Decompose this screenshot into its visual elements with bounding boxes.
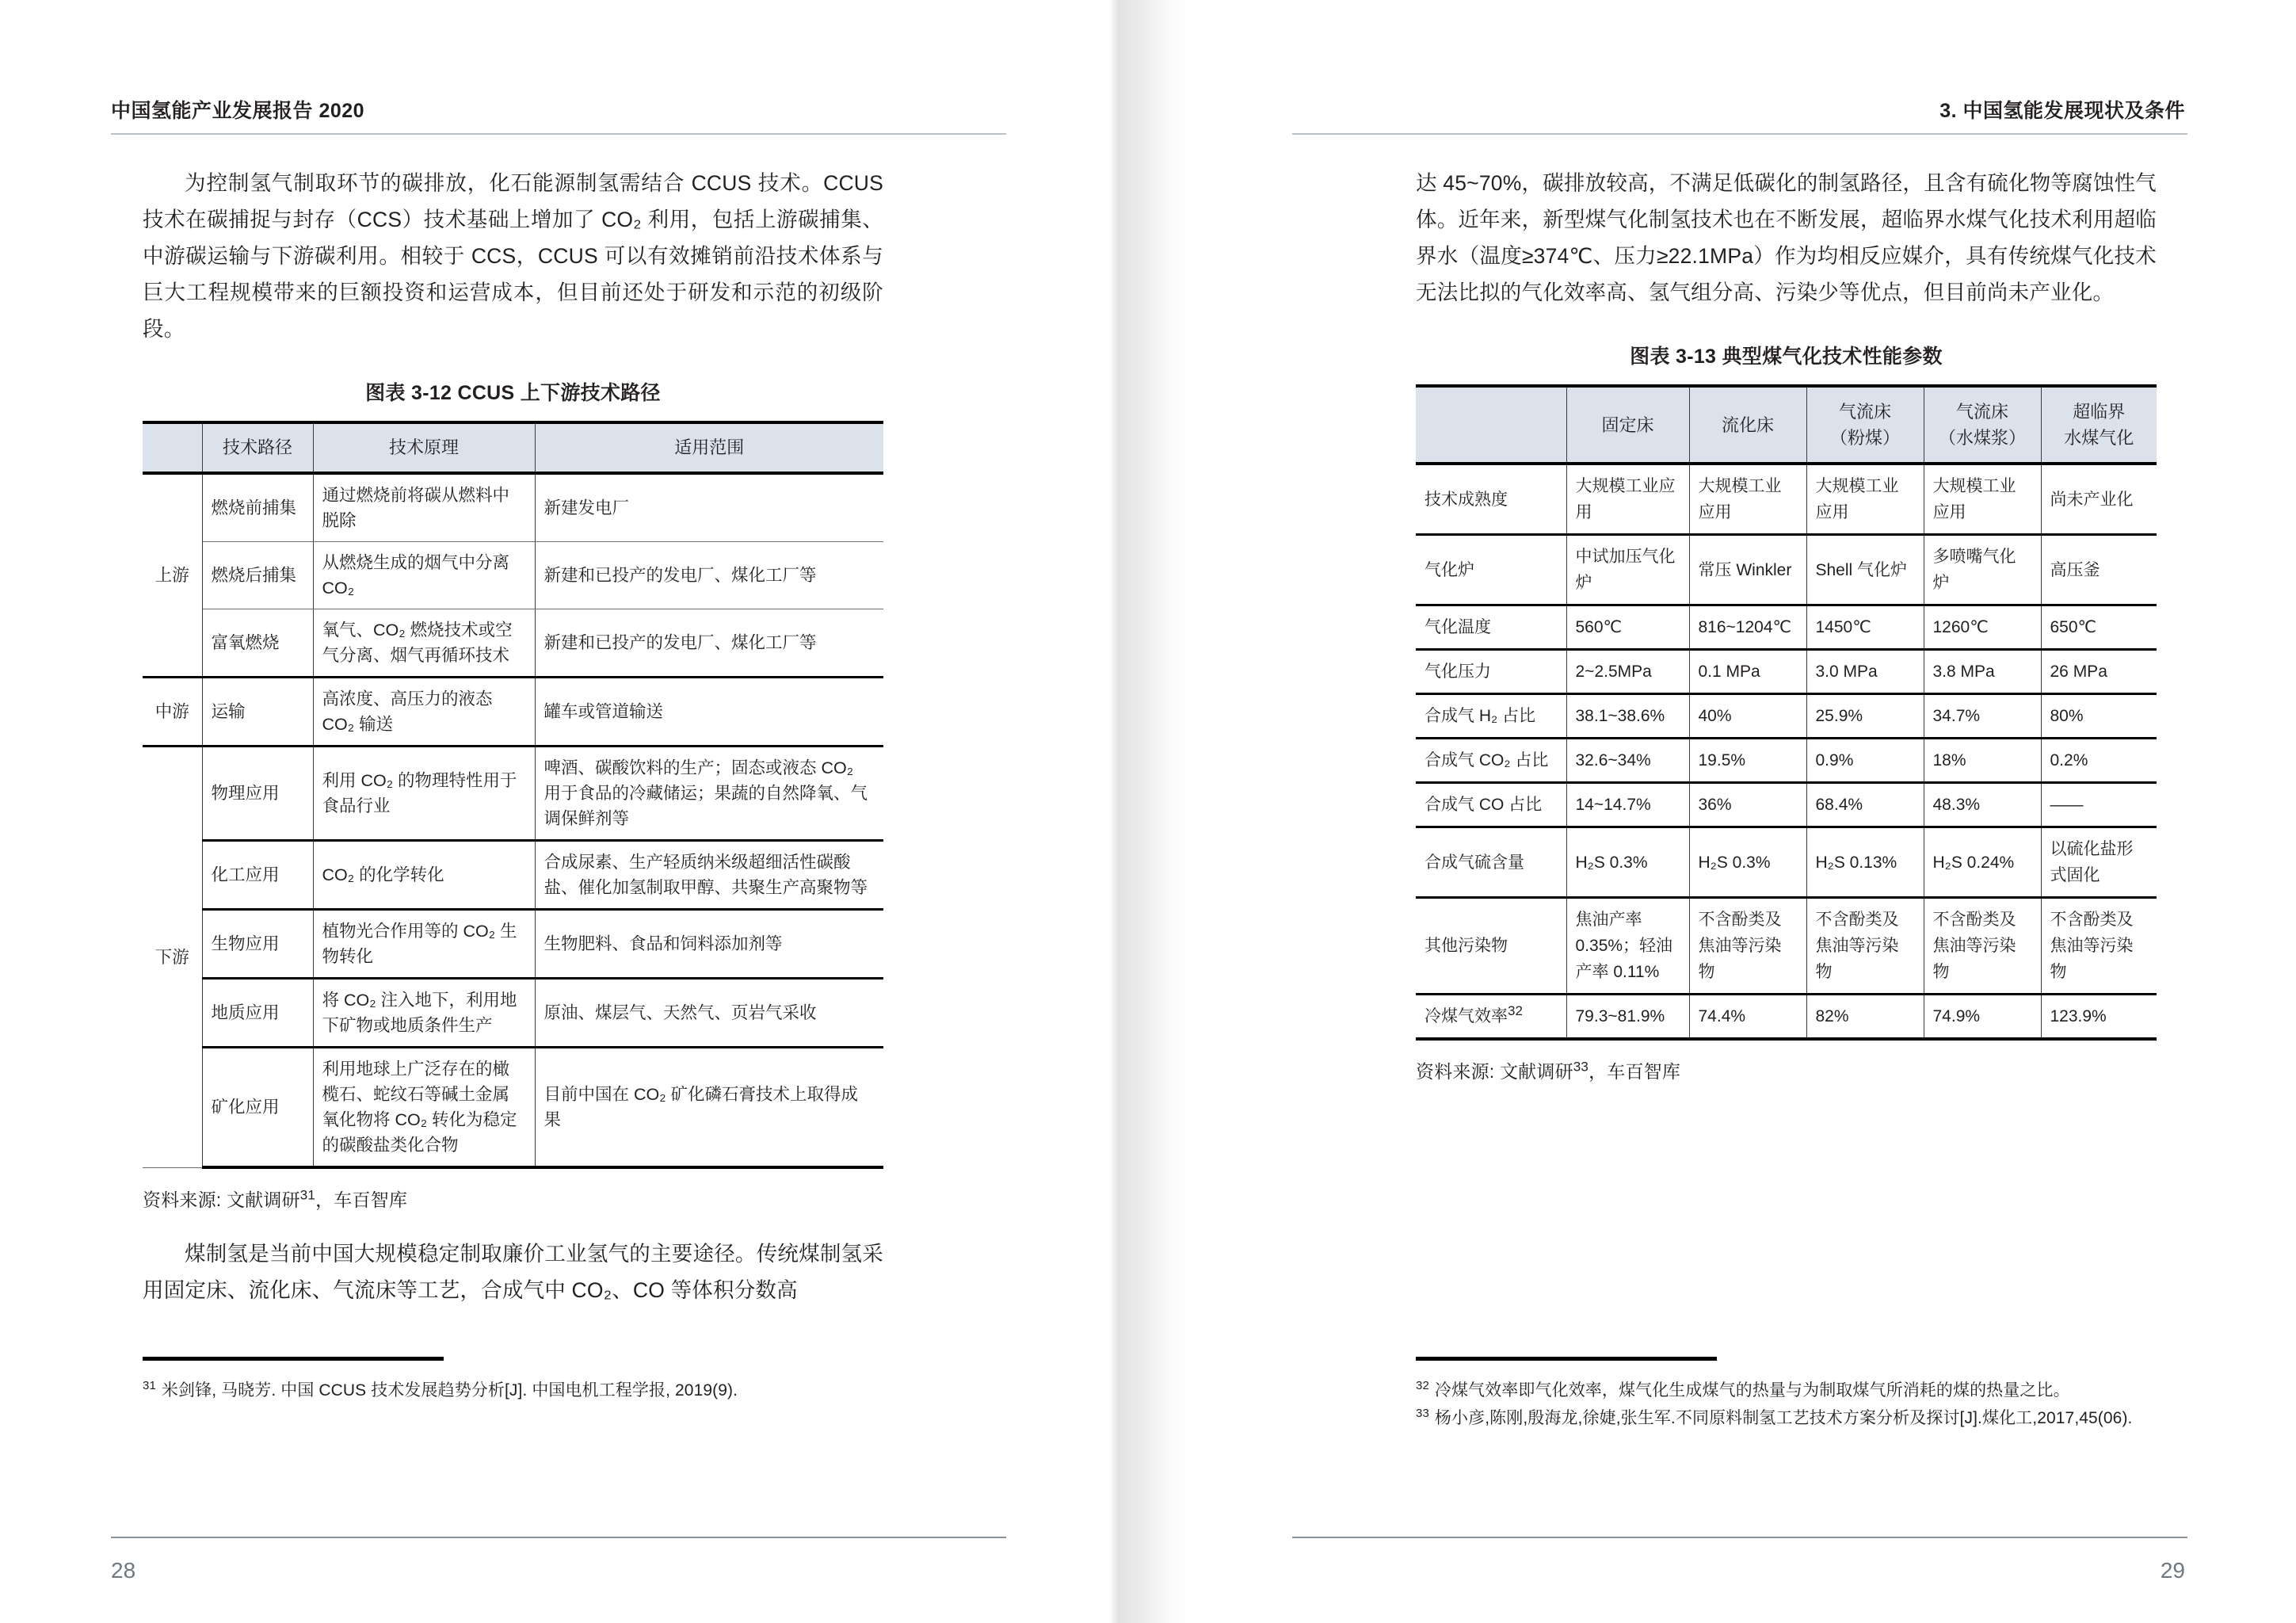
- header-rule-left: [111, 133, 1006, 135]
- footnote-block-right: [1416, 1357, 2157, 1432]
- cell-value: 32.6~34%: [1566, 739, 1689, 783]
- cell-value: 18%: [1924, 739, 2041, 783]
- row-label: 合成气 H₂ 占比: [1416, 694, 1566, 739]
- cell-value: 大规模工业应用: [1924, 464, 2041, 535]
- cell-value: 以硫化盐形式固化: [2041, 827, 2157, 898]
- source-prefix: 资料来源: 文献调研: [1416, 1061, 1573, 1082]
- table-body: [1416, 464, 2157, 1039]
- cell-value: 650℃: [2041, 605, 2157, 650]
- th-line1: 流化床: [1721, 414, 1774, 435]
- cell-value: 26 MPa: [2041, 650, 2157, 694]
- cell-path: 富氧燃烧: [202, 609, 313, 678]
- cell-principle: 利用 CO₂ 的物理特性用于食品行业: [313, 747, 535, 841]
- cell-value: 大规模工业应用: [1566, 464, 1689, 535]
- table-row: [1416, 535, 2157, 605]
- cell-value: 38.1~38.6%: [1566, 694, 1689, 739]
- th-entrained-flow-pulverized: [1806, 386, 1924, 464]
- cell-value: H₂S 0.13%: [1806, 827, 1924, 898]
- cell-value: 40%: [1689, 694, 1806, 739]
- cell-value: 大规模工业应用: [1689, 464, 1806, 535]
- page-number-left: 28: [111, 1558, 136, 1583]
- source-footnote-ref: 33: [1573, 1059, 1589, 1075]
- footnote-number: 33: [1416, 1407, 1429, 1420]
- row-label: 合成气 CO 占比: [1416, 783, 1566, 827]
- th-line2: （水煤浆）: [1938, 428, 2026, 448]
- cell-value: 80%: [2041, 694, 2157, 739]
- table-ccus-pathways: [143, 421, 883, 1169]
- cell-value: 1260℃: [1924, 605, 2041, 650]
- header-rule-right: [1292, 133, 2187, 135]
- row-label: 气化压力: [1416, 650, 1566, 694]
- cell-value: 1450℃: [1806, 605, 1924, 650]
- cell-path: 燃烧前捕集: [202, 473, 313, 542]
- cell-scope: 原油、煤层气、天然气、页岩气采收: [535, 979, 883, 1048]
- cell-value: 19.5%: [1689, 739, 1806, 783]
- cell-value: 高压釜: [2041, 535, 2157, 605]
- cell-scope: 罐车或管道输送: [535, 678, 883, 747]
- paragraph-coal-hydrogen: 煤制氢是当前中国大规模稳定制取廉价工业氢气的主要途径。传统煤制氢采用固定床、流化床、气流床等工艺，合成气中 CO₂、CO 等体积分数高: [143, 1242, 883, 1302]
- cell-principle: 将 CO₂ 注入地下，利用地下矿物或地质条件生产: [313, 979, 535, 1048]
- th-tech-path: 技术路径: [202, 422, 313, 473]
- cell-value: H₂S 0.3%: [1566, 827, 1689, 898]
- right-content-column: [1416, 165, 2157, 1083]
- th-line2: （粉煤）: [1829, 428, 1900, 448]
- cell-value: 不含酚类及焦油等污染物: [2041, 898, 2157, 995]
- cell-value: 3.0 MPa: [1806, 650, 1924, 694]
- cell-scope: 合成尿素、生产轻质纳米级超细活性碳酸盐、催化加氢制取甲醇、共聚生产高聚物等: [535, 841, 883, 910]
- group-label-midstream: 中游: [143, 678, 202, 747]
- footnote-rule-right: [1416, 1357, 1717, 1361]
- source-suffix: ，车百智库: [1589, 1061, 1681, 1082]
- cell-value: 48.3%: [1924, 783, 2041, 827]
- cell-value: ——: [2041, 783, 2157, 827]
- table-header-row: [1416, 386, 2157, 464]
- cell-value: 560℃: [1566, 605, 1689, 650]
- cell-path: 化工应用: [202, 841, 313, 910]
- table-row: [143, 1048, 883, 1168]
- cell-value: 中试加压气化炉: [1566, 535, 1689, 605]
- row-label: 其他污染物: [1416, 898, 1566, 995]
- cell-scope: 生物肥料、食品和饲料添加剂等: [535, 910, 883, 979]
- table-header-row: [143, 422, 883, 473]
- source-footnote-ref: 31: [299, 1187, 316, 1203]
- th-entrained-flow-slurry: [1924, 386, 2041, 464]
- source-line-left: [143, 1186, 883, 1212]
- cell-principle: 高浓度、高压力的液态 CO₂ 输送: [313, 678, 535, 747]
- th-line2: 水煤气化: [2064, 428, 2134, 448]
- cell-scope: 新建和已投产的发电厂、煤化工厂等: [535, 542, 883, 609]
- cell-value: 79.3~81.9%: [1566, 995, 1689, 1040]
- th-scope: 适用范围: [535, 422, 883, 473]
- cell-value: 不含酚类及焦油等污染物: [1689, 898, 1806, 995]
- table-row: [1416, 995, 2157, 1040]
- cell-path: 矿化应用: [202, 1048, 313, 1168]
- row-label: [1416, 995, 1566, 1040]
- th-line1: 气流床: [1838, 402, 1891, 422]
- row-label: 气化温度: [1416, 605, 1566, 650]
- th-line1: 气流床: [1955, 402, 2008, 422]
- th-group: [143, 422, 202, 473]
- cell-value: 多喷嘴气化炉: [1924, 535, 2041, 605]
- row-label: 合成气 CO₂ 占比: [1416, 739, 1566, 783]
- table-row: [143, 747, 883, 841]
- footnote-number: 32: [1416, 1379, 1429, 1392]
- cell-value: 不含酚类及焦油等污染物: [1806, 898, 1924, 995]
- cell-value: 0.9%: [1806, 739, 1924, 783]
- cell-value: 0.2%: [2041, 739, 2157, 783]
- footnote-text: 米剑锋, 马晓芳. 中国 CCUS 技术发展趋势分析[J]. 中国电机工程学报, 2019(9).: [161, 1381, 738, 1400]
- th-line1: 超临界: [2073, 402, 2126, 422]
- table-row: [143, 473, 883, 542]
- table-row: [143, 841, 883, 910]
- footnote-number: 31: [143, 1379, 156, 1392]
- table-row: [1416, 605, 2157, 650]
- source-suffix: ，车百智库: [315, 1190, 408, 1210]
- running-head-right: 3. 中国氢能发展现状及条件: [1939, 100, 2185, 122]
- table-row: [1416, 694, 2157, 739]
- table-row: [1416, 650, 2157, 694]
- cell-path: 运输: [202, 678, 313, 747]
- cell-scope: 新建发电厂: [535, 473, 883, 542]
- footer-rule-left: [111, 1537, 1006, 1538]
- table-row: [1416, 464, 2157, 535]
- source-prefix: 资料来源: 文献调研: [143, 1190, 300, 1210]
- cell-value: 68.4%: [1806, 783, 1924, 827]
- footnote-block-left: [143, 1357, 883, 1404]
- footnote-item: [1416, 1377, 2157, 1404]
- cell-principle: 氧气、CO₂ 燃烧技术或空气分离、烟气再循环技术: [313, 609, 535, 678]
- cell-scope: 啤酒、碳酸饮料的生产；固态或液态 CO₂ 用于食品的冷藏储运；果蔬的自然降氧、气调保鲜剂等: [535, 747, 883, 841]
- cell-value: H₂S 0.24%: [1924, 827, 2041, 898]
- cell-value: 0.1 MPa: [1689, 650, 1806, 694]
- th-line1: 固定床: [1601, 414, 1654, 435]
- cell-value: 816~1204℃: [1689, 605, 1806, 650]
- left-content-column: [143, 165, 883, 1308]
- figure-caption-3-13: 图表 3-13 典型煤气化技术性能参数: [1630, 346, 1943, 368]
- footnote-item: [143, 1377, 883, 1404]
- cell-path: 燃烧后捕集: [202, 542, 313, 609]
- cell-value: 25.9%: [1806, 694, 1924, 739]
- cell-principle: 利用地球上广泛存在的橄榄石、蛇纹石等碱土金属氧化物将 CO₂ 转化为稳定的碳酸盐类化合物: [313, 1048, 535, 1168]
- row-label: 技术成熟度: [1416, 464, 1566, 535]
- table-row: [143, 609, 883, 678]
- group-label-upstream: 上游: [143, 473, 202, 678]
- footnote-text: 冷煤气效率即气化效率，煤气化生成煤气的热量与为制取煤气所消耗的煤的热量之比。: [1434, 1381, 2070, 1400]
- cell-scope: 新建和已投产的发电厂、煤化工厂等: [535, 609, 883, 678]
- footnote-text: 杨小彦,陈刚,殷海龙,徐婕,张生军.不同原料制氢工艺技术方案分析及探讨[J].煤化工,2017,45(06).: [1434, 1409, 2133, 1427]
- th-fluidized-bed: [1689, 386, 1806, 464]
- cell-path: 物理应用: [202, 747, 313, 841]
- figure-caption-3-12: 图表 3-12 CCUS 上下游技术路径: [365, 382, 661, 404]
- cell-value: 82%: [1806, 995, 1924, 1040]
- cell-value: Shell 气化炉: [1806, 535, 1924, 605]
- cell-path: 生物应用: [202, 910, 313, 979]
- cell-value: 123.9%: [2041, 995, 2157, 1040]
- cell-principle: CO₂ 的化学转化: [313, 841, 535, 910]
- cell-value: 34.7%: [1924, 694, 2041, 739]
- cell-value: 大规模工业应用: [1806, 464, 1924, 535]
- cell-value: H₂S 0.3%: [1689, 827, 1806, 898]
- table-row: [143, 979, 883, 1048]
- cell-value: 不含酚类及焦油等污染物: [1924, 898, 2041, 995]
- th-supercritical-water: [2041, 386, 2157, 464]
- table-row: [1416, 827, 2157, 898]
- table-row: [143, 542, 883, 609]
- paragraph-ccus-intro: 为控制氢气制取环节的碳排放，化石能源制氢需结合 CCUS 技术。CCUS 技术在碳捕捉与封存（CCS）技术基础上增加了 CO₂ 利用，包括上游碳捕集、中游碳运输与下游碳利用。相较于 CCS，CCUS 可以有效摊销前沿技术体系与巨大工程规模带来的巨额投资和运营成本，但目前还处于研发和示范的初级阶段。: [143, 171, 883, 341]
- group-label-downstream: 下游: [143, 747, 202, 1168]
- cell-value: 14~14.7%: [1566, 783, 1689, 827]
- cell-value: 焦油产率 0.35%；轻油产率 0.11%: [1566, 898, 1689, 995]
- running-head-left: 中国氢能产业发展报告 2020: [111, 100, 365, 122]
- paragraph-coal-gasification: 达 45~70%，碳排放较高，不满足低碳化的制氢路径，且含有硫化物等腐蚀性气体。近年来，新型煤气化制氢技术也在不断发展，超临界水煤气化技术利用超临界水（温度≥374℃、压力≥22.1MPa）作为均相反应媒介，具有传统煤气化技术无法比拟的气化效率高、氢气组分高、污染少等优点，但目前尚未产业化。: [1416, 171, 2157, 304]
- footnote-rule-left: [143, 1357, 444, 1361]
- cell-value: 常压 Winkler: [1689, 535, 1806, 605]
- footer-rule-right: [1292, 1537, 2187, 1538]
- cell-principle: 植物光合作用等的 CO₂ 生物转化: [313, 910, 535, 979]
- table-row: [1416, 783, 2157, 827]
- footnote-item: [1416, 1404, 2157, 1432]
- cell-value: 2~2.5MPa: [1566, 650, 1689, 694]
- cell-value: 74.4%: [1689, 995, 1806, 1040]
- th-fixed-bed: [1566, 386, 1689, 464]
- cell-value: 3.8 MPa: [1924, 650, 2041, 694]
- row-label-text: 冷煤气效率: [1425, 1007, 1508, 1025]
- table-gasification-parameters: [1416, 384, 2157, 1041]
- row-label: 合成气硫含量: [1416, 827, 1566, 898]
- source-line-right: [1416, 1057, 2157, 1083]
- cell-value: 74.9%: [1924, 995, 2041, 1040]
- table-row: [143, 910, 883, 979]
- cell-principle: 从燃烧生成的烟气中分离 CO₂: [313, 542, 535, 609]
- cell-path: 地质应用: [202, 979, 313, 1048]
- table-row: [1416, 739, 2157, 783]
- row-label-footnote-ref: 32: [1508, 1003, 1523, 1018]
- table-row: [143, 678, 883, 747]
- th-tech-principle: 技术原理: [313, 422, 535, 473]
- th-blank: [1416, 386, 1566, 464]
- row-label: 气化炉: [1416, 535, 1566, 605]
- page-number-right: 29: [2160, 1558, 2185, 1583]
- page-right: [1148, 0, 2296, 1623]
- cell-principle: 通过燃烧前将碳从燃料中脱除: [313, 473, 535, 542]
- table-row: [1416, 898, 2157, 995]
- cell-scope: 目前中国在 CO₂ 矿化磷石膏技术上取得成果: [535, 1048, 883, 1168]
- cell-value: 尚未产业化: [2041, 464, 2157, 535]
- cell-value: 36%: [1689, 783, 1806, 827]
